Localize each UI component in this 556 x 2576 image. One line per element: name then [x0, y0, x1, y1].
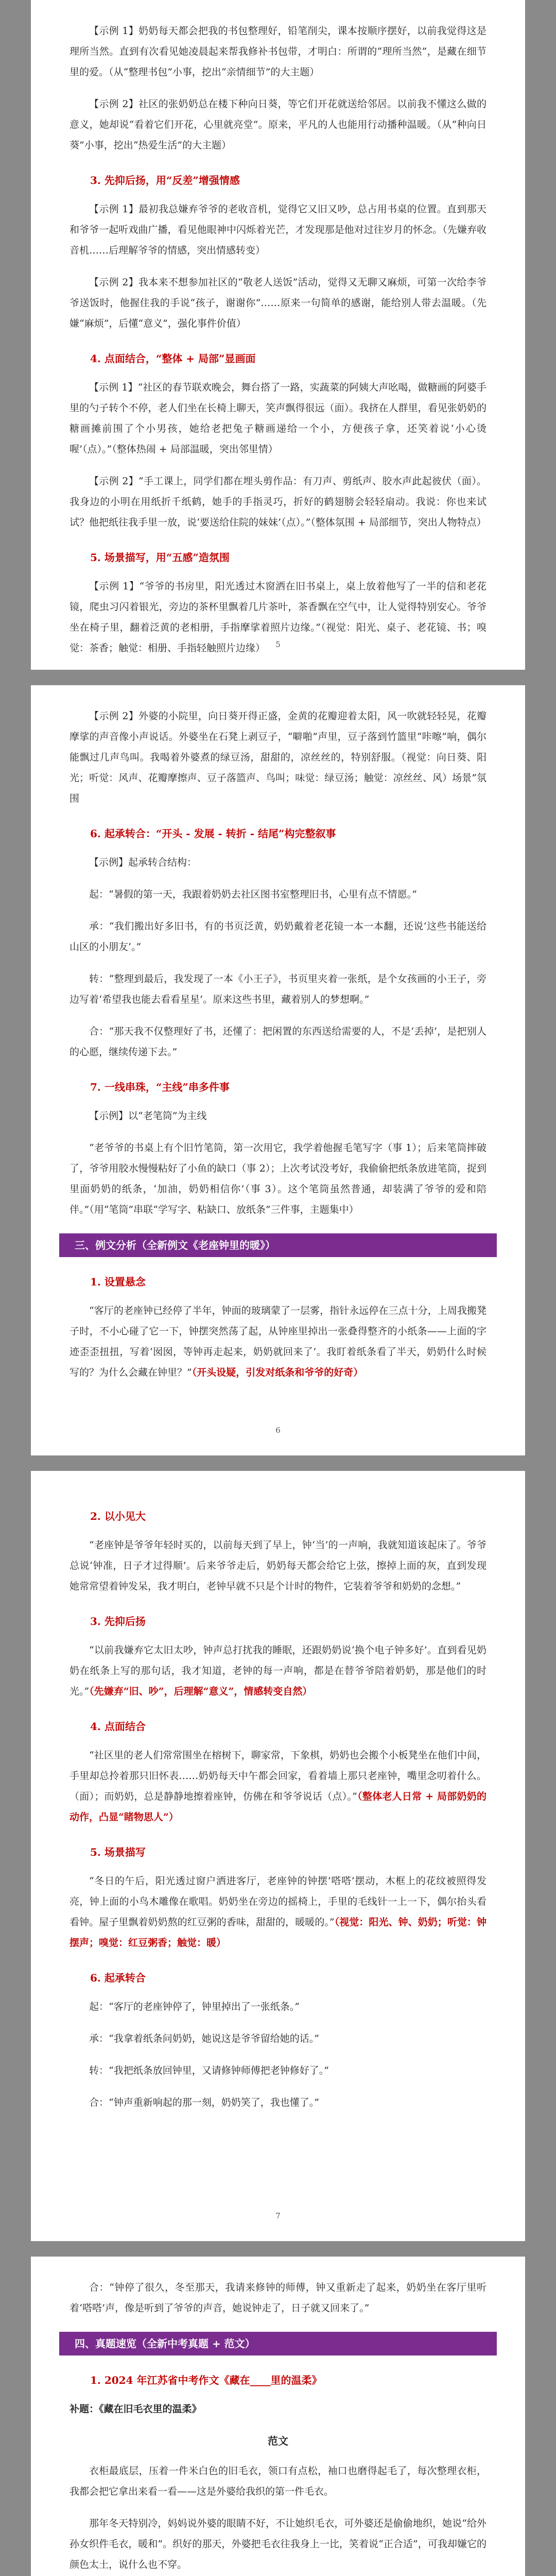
annotation-note: （先嫌弃“旧、吵”，后理解“意义”，情感转变自然）: [89, 1686, 312, 1697]
example-paragraph: 【示例】以“老笔筒”为主线: [89, 1110, 207, 1122]
example-paragraph: 【示例】起承转合结构：: [89, 857, 197, 868]
example-paragraph: [70, 1300, 486, 1383]
section-heading: 6. 起承转合：“开头 - 发展 - 转折 - 结尾”构完整叙事: [90, 827, 336, 840]
example-paragraph: “老座钟是爷爷年轻时买的，以前每天到了早上，钟‘当’的一声响，我就知道该起床了。爷爷总说‘钟准，日子才过得顺’。后来爷爷走后，奶奶每天都会给它上弦，擦掉上面的灰，直到发现她常常望着钟发呆，我才明白，老钟早就不只是个计时的物件，它装着爷爷和奶奶的念想。”: [70, 1539, 486, 1592]
section-heading: 4. 点面结合: [90, 1720, 146, 1733]
section-heading: 3. 先抑后扬，用“反差”增强情感: [90, 174, 240, 187]
section-heading: 3. 先抑后扬: [90, 1615, 146, 1628]
example-paragraph: 转：“我把纸条放回钟里，又请修钟师傅把老钟修好了。”: [89, 2065, 329, 2076]
section-banner: 三、例文分析（全新例文《老座钟里的暖》）: [59, 1233, 497, 1257]
section-heading: 2. 以小见大: [90, 1510, 146, 1522]
example-text: “以前我嫌弃它太旧太吵，钟声总打扰我的睡眠，还跟奶奶说‘换个电子钟多好’。直到看见奶奶在纸条上写的那句话，我才知道，老钟的每一声响，都是在替爷爷陪着奶奶，那是他们的时光。”: [70, 1645, 486, 1697]
section-heading: 1. 设置悬念: [90, 1276, 146, 1288]
section-heading: 1. 2024 年江苏省中考作文《藏在____里的温柔》: [90, 2374, 322, 2386]
example-text: “客厅的老座钟已经停了半年，钟面的玻璃蒙了一层雾，指针永远停在三点十分，上周我搬凳子时，不小心碰了它一下，钟摆突然荡了起，从钟座里掉出一张叠得整齐的小纸条——上面的字迹歪歪扭扭，写着‘囡囡，等钟再走起来，奶奶就回来了’。我盯着纸条看了半天，奶奶什么时候写的？为什么会藏在钟里？”: [70, 1305, 486, 1378]
example-paragraph: “老爷爷的书桌上有个旧竹笔筒，第一次用它，我学着他握毛笔写字（事 1）；后来笔筒摔破了，爷爷用胶水慢慢粘好了小鱼的缺口（事 2）；上次考试没考好，我偷偷把纸条放进笔筒，捉到里面奶奶的纸条，‘加油，奶奶相信你’（事 3）。这个笔筒虽然普通，却装满了爷爷的爱和陪伴。”（用“笔筒”串联“学写字、粘缺口、放纸条”三件事，主题集中）: [70, 1142, 486, 1215]
example-paragraph: 【示例 2】外婆的小院里，向日葵开得正盛，金黄的花瓣迎着太阳，风一吹就轻轻晃，花瓣摩挲的声音像小声说话。外婆坐在石凳上剥豆子，“噼啪”声里，豆子落到竹篮里“咔嚓”响，偶尔能飘过几声鸟叫。我喝着外婆煮的绿豆汤，甜甜的，凉丝丝的，特别舒服。（视觉：向日葵、阳光；听觉：风声、花瓣摩擦声、豆子落篮声、鸟叫；味觉：绿豆汤；触觉：凉丝丝、风）场景”氛围: [70, 710, 486, 804]
example-paragraph: [70, 1745, 486, 1827]
example-paragraph: 【示例 1】奶奶每天都会把我的书包整理好，铅笔削尖，课本按顺序摆好，以前我觉得这是理所当然。直到有次看见她凌晨起来帮我修补书包带，才明白：所谓的“理所当然”，是藏在细节里的爱。（从“整理书包”小事，挖出“亲情细节”的大主题）: [70, 25, 486, 78]
section-heading: 5. 场景描写: [90, 1846, 146, 1858]
annotation-note: （视觉：阳光、钟、奶奶；听觉：钟摆声；嗅觉：红豆粥香；触觉：暖）: [70, 1917, 486, 1948]
example-paragraph: 【示例 2】我本来不想参加社区的“敬老人送饭”活动，觉得又无聊又麻烦，可第一次给李爷爷送饭时，他握住我的手说“孩子，谢谢你”……原来一句简单的感谢，能给别人带去温暖。（先嫌“麻烦”，后懂“意义”，强化事件价值）: [70, 277, 486, 329]
document-page-2: [31, 685, 525, 1455]
prompt-title: 补题：《藏在旧毛衣里的温柔》: [70, 2403, 202, 2415]
essay-paragraph: 那年冬天特别冷，妈妈说外婆的眼睛不好，不让她织毛衣，可外婆还是偷偷地织，她说“给外孙女织件毛衣，暖和”。织好的那天，外婆把毛衣往我身上一比，笑着说“正合适”，可我却嫌它的颜色太土，说什么也不穿。: [70, 2518, 486, 2570]
document-page-4: [31, 2257, 525, 2576]
annotation-note: （整体老人日常 + 局部奶奶的动作，凸显“睹物思人”）: [70, 1791, 487, 1823]
example-paragraph: 起：“客厅的老座钟停了，钟里掉出了一张纸条。”: [89, 2001, 300, 2012]
annotation-note: （开头设疑，引发对纸条和爷爷的好奇）: [192, 1367, 363, 1378]
document-page-1: [31, 0, 525, 670]
example-paragraph: 合：“钟声重新响起的那一刻，奶奶笑了，我也懂了。”: [89, 2097, 319, 2108]
section-banner: 四、真题速览（全新中考真题 + 范文）: [59, 2332, 497, 2355]
example-paragraph: [70, 1640, 486, 1702]
section-heading: 6. 起承转合: [90, 1972, 146, 1984]
essay-title: 范文: [268, 2435, 288, 2447]
example-paragraph: 【示例 2】“手工课上，同学们都在埋头剪作品：有刀声、剪纸声、胶水声此起彼伏（面）。我身边的小明在用纸折千纸鹤，她手的手指灵巧，折好的鹤翅膀会轻轻扇动。我说：你也来试试？他把纸往我手里一放，说‘要送给住院的妹妹’（点）。”（整体氛围 + 局部细节，突出人物特点）: [70, 476, 486, 528]
document-page-3: [31, 1471, 525, 2241]
section-heading: 7. 一线串珠，“主线”串多件事: [90, 1081, 230, 1093]
page-number: 5: [275, 640, 281, 649]
section-heading: 4. 点面结合，“整体 + 局部”显画面: [90, 352, 256, 365]
page-number: 6: [275, 1426, 281, 1435]
example-paragraph: 承：“我拿着纸条问奶奶，她说这是爷爷留给她的话。”: [89, 2033, 319, 2044]
example-paragraph: 【示例 1】最初我总嫌弃爷爷的老收音机，觉得它又旧又吵，总占用书桌的位置。直到那天和爷爷一起听戏曲广播，看见他眼神中闪烁着光芒，才发现那是他对过往岁月的怀念。（先嫌弃收音机……后理解爷爷的情感，突出情感转变）: [70, 204, 486, 256]
example-paragraph: 【示例 2】社区的张奶奶总在楼下种向日葵，等它们开花就送给邻居。以前我不懂这么做的意义，她却说“看着它们开花，心里就亮堂”。原来，平凡的人也能用行动播种温暖。（从“种向日葵”小事，挖出“热爱生活”的大主题）: [70, 98, 486, 151]
example-text: “冬日的午后，阳光透过窗户洒进客厅，老座钟的钟摆‘嗒嗒’摆动，木框上的花纹被照得发亮，钟上面的小鸟木雕像在歌唱。奶奶坐在旁边的摇椅上，手里的毛线针一上一下，偶尔抬头看看钟。屋子里飘着奶奶熬的红豆粥的香味，甜甜的，暖暖的。”: [70, 1875, 486, 1928]
example-paragraph: 起：“暑假的第一天，我跟着奶奶去社区图书室整理旧书，心里有点不情愿。”: [89, 889, 417, 900]
example-paragraph: 【示例 1】“爷爷的书房里，阳光透过木窗洒在旧书桌上，桌上放着他写了一半的信和老花镜，爬虫习闪着银光，旁边的茶杯里飘着几片茶叶，茶香飘在空气中，让人觉得特别安心。爷爷坐在椅子里，翻着泛黄的老相册，手指摩挲着照片边缘。”（视觉：阳光、桌子、老花镜、书；嗅觉：茶香；触觉：相册、手指轻触照片边缘）: [70, 581, 486, 654]
example-paragraph: [70, 1871, 486, 1953]
example-text: “社区里的老人们常常围坐在榕树下，聊家常，下象棋，奶奶也会搬个小板凳坐在他们中间，手里却总拎着那只旧怀表……奶奶每天中午都会回家，看着墙上那只老座钟，嘴里念叨着什么。（面）；而奶奶，总是静静地擦着座钟，仿佛在和爷爷说话（点）。”: [70, 1750, 486, 1802]
section-heading: 5. 场景描写，用“五感”造氛围: [90, 551, 230, 564]
example-paragraph: 合：“那天我不仅整理好了书，还懂了：把闲置的东西送给需要的人，不是‘丢掉’，是把别人的心愿，继续传递下去。”: [70, 1026, 486, 1058]
example-paragraph: 转：“整理到最后，我发现了一本《小王子》，书页里夹着一张纸，是个女孩画的小王子，旁边写着‘希望我也能去看看星星’。原来这些书里，藏着别人的梦想啊。”: [70, 973, 486, 1005]
example-paragraph: 【示例 1】“社区的春节联欢晚会，舞台搭了一路，实蔬菜的阿姨大声吆喝，做糖画的阿婆手里的勺子转个不停，老人们坐在长椅上聊天，笑声飘得很远（面）。我挤在人群里，看见张奶奶的糖画摊前围了个小男孩，她给老把兔子糖画递给一个小，方便孩子拿，还笑着说‘小心烫喔’（点）。”（整体热闹 + 局部温暖，突出邻里情）: [70, 382, 486, 455]
essay-paragraph: 衣柜最底层，压着一件米白色的旧毛衣，领口有点松，袖口也磨得起毛了，每次整理衣柜，我都会把它拿出来看一看——这是外婆给我织的第一件毛衣。: [70, 2465, 486, 2497]
page-number: 7: [275, 2211, 281, 2221]
example-paragraph: 承：“我们搬出好多旧书，有的书页泛黄，奶奶戴着老花镜一本一本翻，还说‘这些书能送给山区的小朋友’。”: [70, 921, 486, 953]
example-paragraph: 合：“钟停了很久，冬至那天，我请来修钟的师傅，钟又重新走了起来，奶奶坐在客厅里听着‘嗒嗒’声，像是听到了爷爷的声音，她说钟走了，日子就又回来了。”: [70, 2282, 486, 2314]
